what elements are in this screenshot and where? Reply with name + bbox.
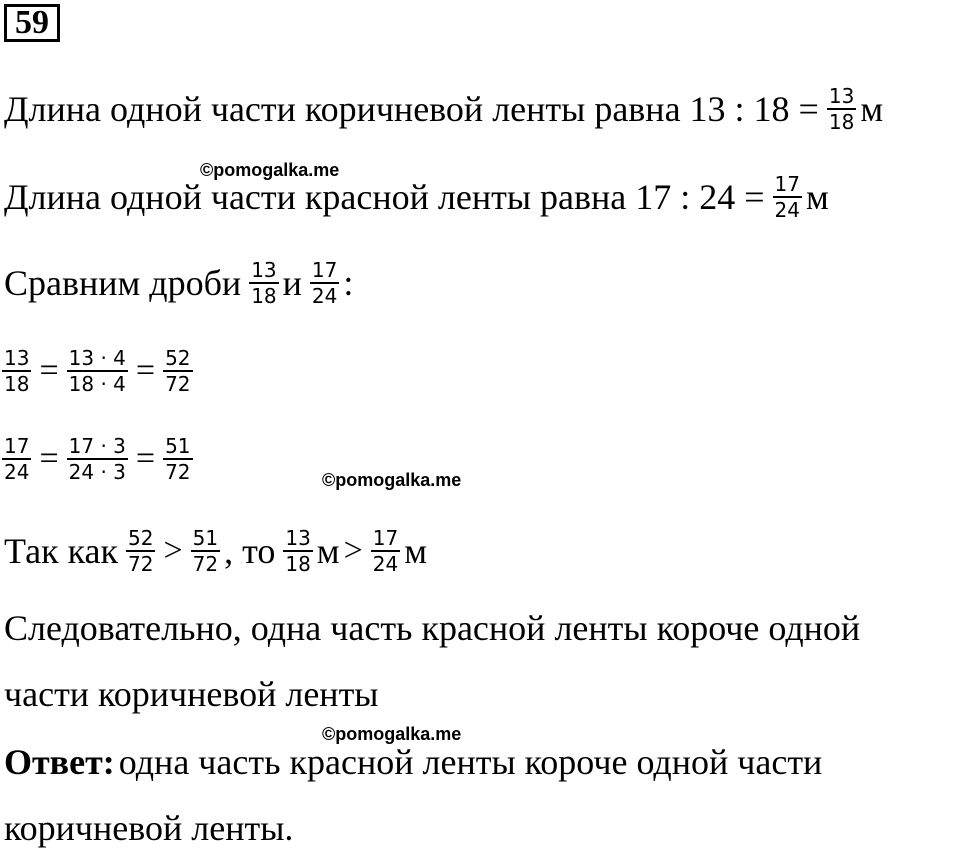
fraction-17-24: $\frac{17}{24}$ xyxy=(4,434,30,484)
equals-sign: = xyxy=(39,440,59,477)
equals-sign: = xyxy=(39,352,59,389)
fraction-52-72: $\frac{52}{72}$ xyxy=(127,526,154,576)
equation-2 xyxy=(2,434,197,484)
fraction-51-72: $\frac{51}{72}$ xyxy=(165,434,191,484)
compare-text: Сравним дроби xyxy=(4,263,242,303)
fraction-17-24: $\frac{17}{24}$ xyxy=(372,526,399,576)
line-since xyxy=(4,526,427,576)
greater-than-sign: > xyxy=(163,532,183,569)
answer-line-2: коричневой ленты. xyxy=(4,808,294,848)
fraction-13-18: $\frac{13}{18}$ xyxy=(285,526,311,576)
equation-1 xyxy=(2,346,197,396)
fraction-13-18: $\frac{13}{18}$ xyxy=(828,84,855,134)
conjunction: и xyxy=(282,263,302,303)
conclusion-line-2: части коричневой ленты xyxy=(4,674,379,714)
fraction-13x4-18x4: $\frac{13 \cdot 4}{18 \cdot 4}$ xyxy=(68,346,126,396)
fraction-17-24: $\frac{17}{24}$ xyxy=(774,172,800,222)
greater-than-sign: > xyxy=(343,532,363,569)
answer-text: одна часть красной ленты короче одной части xyxy=(118,742,823,782)
colon: : xyxy=(343,263,354,303)
watermark: ©pomogalka.me xyxy=(200,160,340,180)
problem-number: 59 xyxy=(4,4,60,42)
answer-line-1 xyxy=(4,740,822,784)
fraction-13-18: $\frac{13}{18}$ xyxy=(251,258,277,308)
line-compare xyxy=(4,258,353,308)
unit-m: м xyxy=(806,177,829,217)
then-text: , то xyxy=(224,531,276,571)
unit-m: м xyxy=(404,531,427,571)
answer-label: Ответ: xyxy=(4,742,115,782)
brown-ribbon-text: Длина одной части коричневой ленты равна 13 : 18 = xyxy=(4,89,819,129)
fraction-17-24: $\frac{17}{24}$ xyxy=(311,258,338,308)
since-text: Так как xyxy=(4,531,118,571)
fraction-51-72: $\frac{51}{72}$ xyxy=(192,526,219,576)
conclusion-line-1: Следовательно, одна часть красной ленты короче одной xyxy=(4,608,861,648)
red-ribbon-text: Длина одной части красной ленты равна 17 : 24 = xyxy=(4,177,765,217)
unit-m: м xyxy=(316,531,340,571)
equals-sign: = xyxy=(135,440,156,477)
fraction-13-18: $\frac{13}{18}$ xyxy=(4,346,30,396)
fraction-17x3-24x3: $\frac{17 \cdot 3}{24 \cdot 3}$ xyxy=(68,434,126,484)
watermark: ©pomogalka.me xyxy=(322,724,462,744)
line-red-ribbon xyxy=(4,172,829,222)
unit-m: м xyxy=(860,89,884,129)
fraction-52-72: $\frac{52}{72}$ xyxy=(165,346,191,396)
line-brown-ribbon xyxy=(4,84,883,134)
equals-sign: = xyxy=(135,352,156,389)
watermark: ©pomogalka.me xyxy=(322,470,462,490)
